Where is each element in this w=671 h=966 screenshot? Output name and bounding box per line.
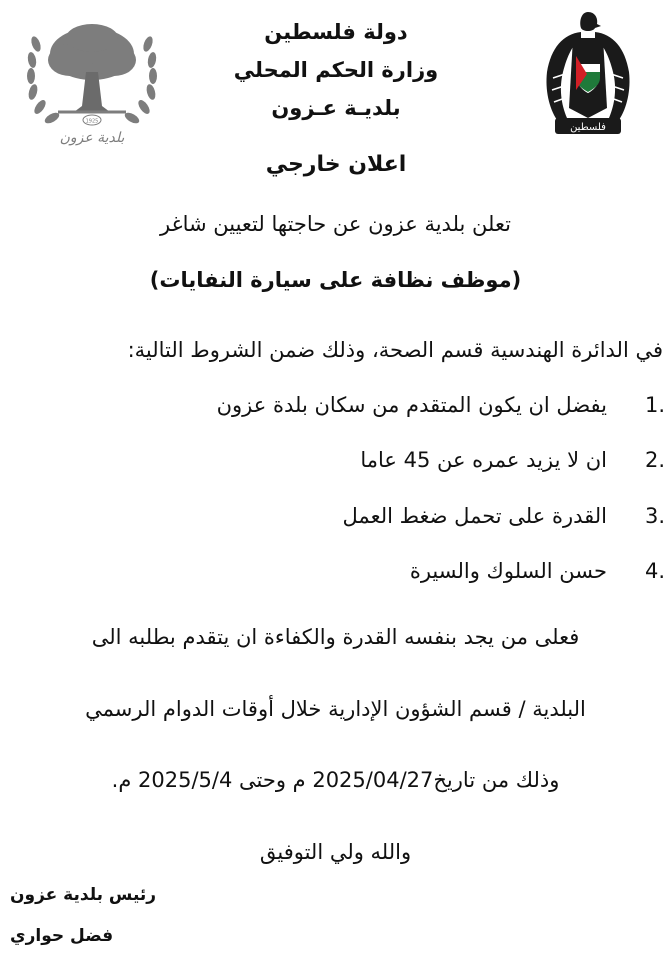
header-ministry: وزارة الحكم المحلي bbox=[233, 58, 439, 82]
emblem-caption: فلسطين bbox=[570, 122, 606, 133]
header-municipality: بلديـة عـزون bbox=[271, 96, 401, 120]
body-line-2: البلدية / قسم الشؤون الإدارية خلال أوقات الدوام الرسمي bbox=[85, 697, 586, 721]
condition-number: 2. bbox=[644, 448, 665, 472]
condition-text: ان لا يزيد عمره عن 45 عاما bbox=[360, 448, 607, 472]
condition-item bbox=[0, 559, 671, 591]
closing-text: والله ولي التوفيق bbox=[259, 840, 412, 864]
logo-year: 1925 bbox=[85, 118, 99, 125]
header-state: دولة فلسطين bbox=[264, 20, 408, 44]
intro-text: تعلن بلدية عزون عن حاجتها لتعيين شاغر bbox=[160, 212, 511, 236]
condition-item bbox=[0, 448, 671, 480]
condition-text: حسن السلوك والسيرة bbox=[409, 559, 607, 583]
logo-caption: بلدية عزون bbox=[59, 130, 125, 146]
announcement-title: اعلان خارجي bbox=[265, 152, 407, 177]
position-title: (موظف نظافة على سيارة النفايات) bbox=[149, 268, 522, 292]
body-line-3: وذلك من تاريخ2025/04/27 م وحتى 2025/5/4 م. bbox=[111, 768, 560, 792]
condition-item bbox=[0, 504, 671, 536]
palestine-eagle-emblem-icon bbox=[543, 8, 633, 136]
condition-number: 3. bbox=[644, 504, 665, 528]
condition-item bbox=[0, 393, 671, 425]
signature-name: فضل حواري bbox=[10, 926, 114, 946]
condition-text: يفضل ان يكون المتقدم من سكان بلدة عزون bbox=[216, 393, 607, 417]
conditions-intro: في الدائرة الهندسية قسم الصحة، وذلك ضمن الشروط التالية: bbox=[127, 338, 663, 362]
condition-number: 4. bbox=[644, 559, 665, 583]
condition-number: 1. bbox=[644, 393, 665, 417]
azzun-municipality-logo-icon bbox=[22, 14, 162, 152]
condition-text: القدرة على تحمل ضغط العمل bbox=[342, 504, 607, 528]
body-line-1: فعلى من يجد بنفسه القدرة والكفاءة ان يتقدم بطلبه الى bbox=[91, 625, 580, 649]
signature-title: رئيس بلدية عزون bbox=[10, 885, 157, 905]
